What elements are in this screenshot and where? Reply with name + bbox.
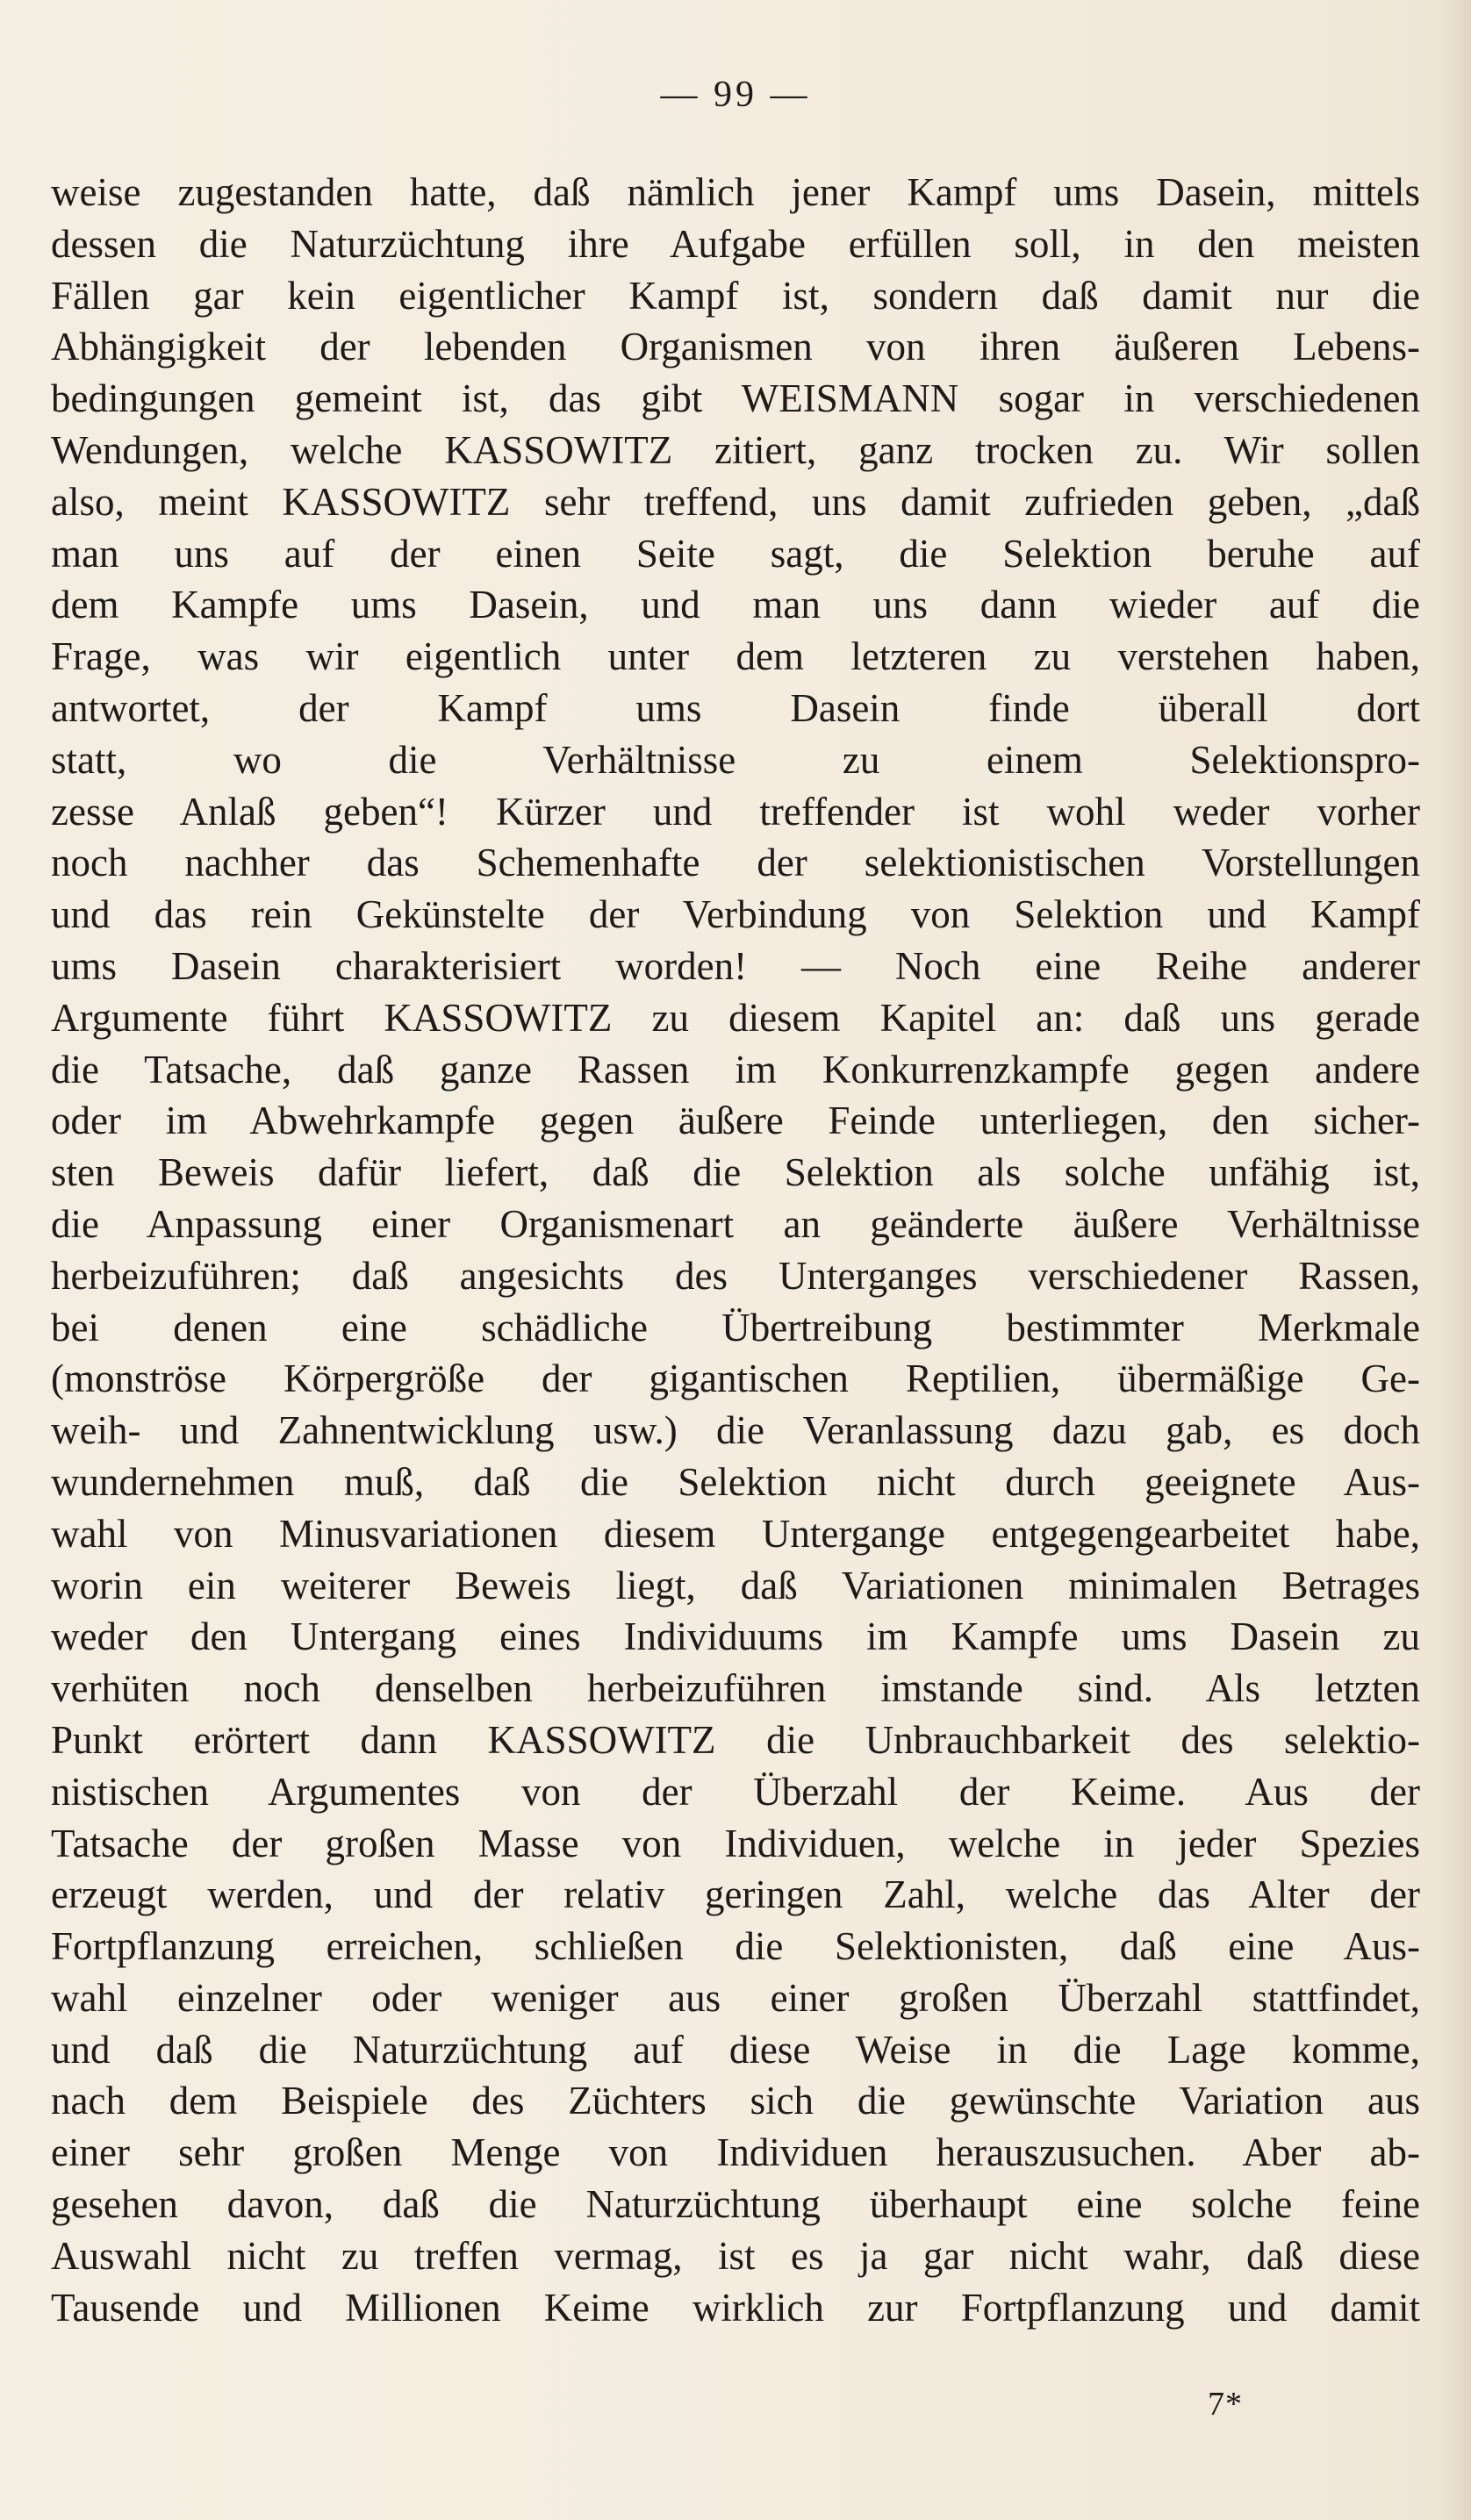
text-line: antwortet, der Kampf ums Dasein finde überall dort — [51, 685, 1420, 730]
text-line: Tatsache der großen Masse von Individuen, welche in jeder Spezies — [51, 1821, 1420, 1865]
text-line: Abhängigkeit der lebenden Organismen von ihren äußeren Lebens- — [51, 325, 1420, 369]
text-line: ums Dasein charakterisiert worden! — Noch eine Reihe anderer — [51, 943, 1420, 988]
text-line: erzeugt werden, und der relativ geringen Zahl, welche das Alter der — [51, 1872, 1420, 1917]
text-line: Wendungen, welche KASSOWITZ zitiert, ganz trocken zu. Wir sollen — [51, 427, 1420, 472]
text-line: Argumente führt KASSOWITZ zu diesem Kapitel an: daß uns gerade — [51, 995, 1420, 1040]
text-line: wahl von Minusvariationen diesem Untergange entgegengearbeitet habe, — [51, 1511, 1420, 1556]
text-line: man uns auf der einen Seite sagt, die Selektion beruhe auf — [51, 531, 1420, 576]
text-line: Frage, was wir eigentlich unter dem letzteren zu verstehen haben, — [51, 634, 1420, 679]
text-line: Fällen gar kein eigentlicher Kampf ist, sondern daß damit nur die — [51, 273, 1420, 318]
text-line: herbeizuführen; daß angesichts des Unterganges verschiedener Rassen, — [51, 1253, 1420, 1298]
text-line: weih- und Zahnentwicklung usw.) die Veranlassung dazu gab, es doch — [51, 1408, 1420, 1453]
text-line: und daß die Naturzüchtung auf diese Weise in die Lage komme, — [51, 2027, 1420, 2072]
signature-mark: 7* — [1208, 2386, 1243, 2423]
text-line: noch nachher das Schemenhafte der selektionistischen Vorstellungen — [51, 841, 1420, 885]
text-line: weder den Untergang eines Individuums im Kampfe ums Dasein zu — [51, 1614, 1420, 1659]
page-edge-shadow — [1436, 0, 1471, 2520]
text-line: die Anpassung einer Organismenart an geänderte äußere Verhältnisse — [51, 1201, 1420, 1246]
text-line: oder im Abwehrkampfe gegen äußere Feinde unterliegen, den sicher- — [51, 1099, 1420, 1143]
text-line: dem Kampfe ums Dasein, und man uns dann wieder auf die — [51, 583, 1420, 627]
text-line: zesse Anlaß geben“! Kürzer und treffender ist wohl weder vorher — [51, 789, 1420, 834]
text-line: (monströse Körpergröße der gigantischen Reptilien, übermäßige Ge- — [51, 1357, 1420, 1401]
text-line: Tausende und Millionen Keime wirklich zur Fortpflanzung und damit — [51, 2285, 1420, 2330]
text-line: worin ein weiterer Beweis liegt, daß Variationen minimalen Betrages — [51, 1563, 1420, 1607]
text-line: dessen die Naturzüchtung ihre Aufgabe erfüllen soll, in den meisten — [51, 221, 1420, 266]
page-number: — 99 — — [660, 75, 811, 115]
text-line: einer sehr großen Menge von Individuen herauszusuchen. Aber ab- — [51, 2130, 1420, 2175]
text-line: nistischen Argumentes von der Überzahl der Keime. Aus der — [51, 1769, 1420, 1814]
text-line: Fortpflanzung erreichen, schließen die Selektionisten, daß eine Aus- — [51, 1924, 1420, 1969]
text-line: gesehen davon, daß die Naturzüchtung überhaupt eine solche feine — [51, 2182, 1420, 2227]
text-line: statt, wo die Verhältnisse zu einem Selektionspro- — [51, 737, 1420, 782]
text-line: Auswahl nicht zu treffen vermag, ist es ja gar nicht wahr, daß diese — [51, 2233, 1420, 2278]
text-line: bei denen eine schädliche Übertreibung bestimmter Merkmale — [51, 1305, 1420, 1349]
text-line: nach dem Beispiele des Züchters sich die gewünschte Variation aus — [51, 2079, 1420, 2123]
text-line: Punkt erörtert dann KASSOWITZ die Unbrauchbarkeit des selektio- — [51, 1717, 1420, 1762]
text-line: wundernehmen muß, daß die Selektion nicht durch geeignete Aus- — [51, 1459, 1420, 1504]
text-line: weise zugestanden hatte, daß nämlich jener Kampf ums Dasein, mittels — [51, 170, 1420, 214]
text-line: die Tatsache, daß ganze Rassen im Konkurrenzkampfe gegen andere — [51, 1047, 1420, 1092]
text-line: verhüten noch denselben herbeizuführen imstande sind. Als letzten — [51, 1666, 1420, 1711]
text-line: und das rein Gekünstelte der Verbindung von Selektion und Kampf — [51, 892, 1420, 937]
text-line: wahl einzelner oder weniger aus einer großen Überzahl stattfindet, — [51, 1975, 1420, 2020]
text-line: also, meint KASSOWITZ sehr treffend, uns damit zufrieden geben, „daß — [51, 479, 1420, 524]
body-text — [51, 167, 1420, 2333]
text-line: sten Beweis dafür liefert, daß die Selektion als solche unfähig ist, — [51, 1150, 1420, 1195]
text-line: bedingungen gemeint ist, das gibt WEISMANN sogar in verschiedenen — [51, 376, 1420, 421]
